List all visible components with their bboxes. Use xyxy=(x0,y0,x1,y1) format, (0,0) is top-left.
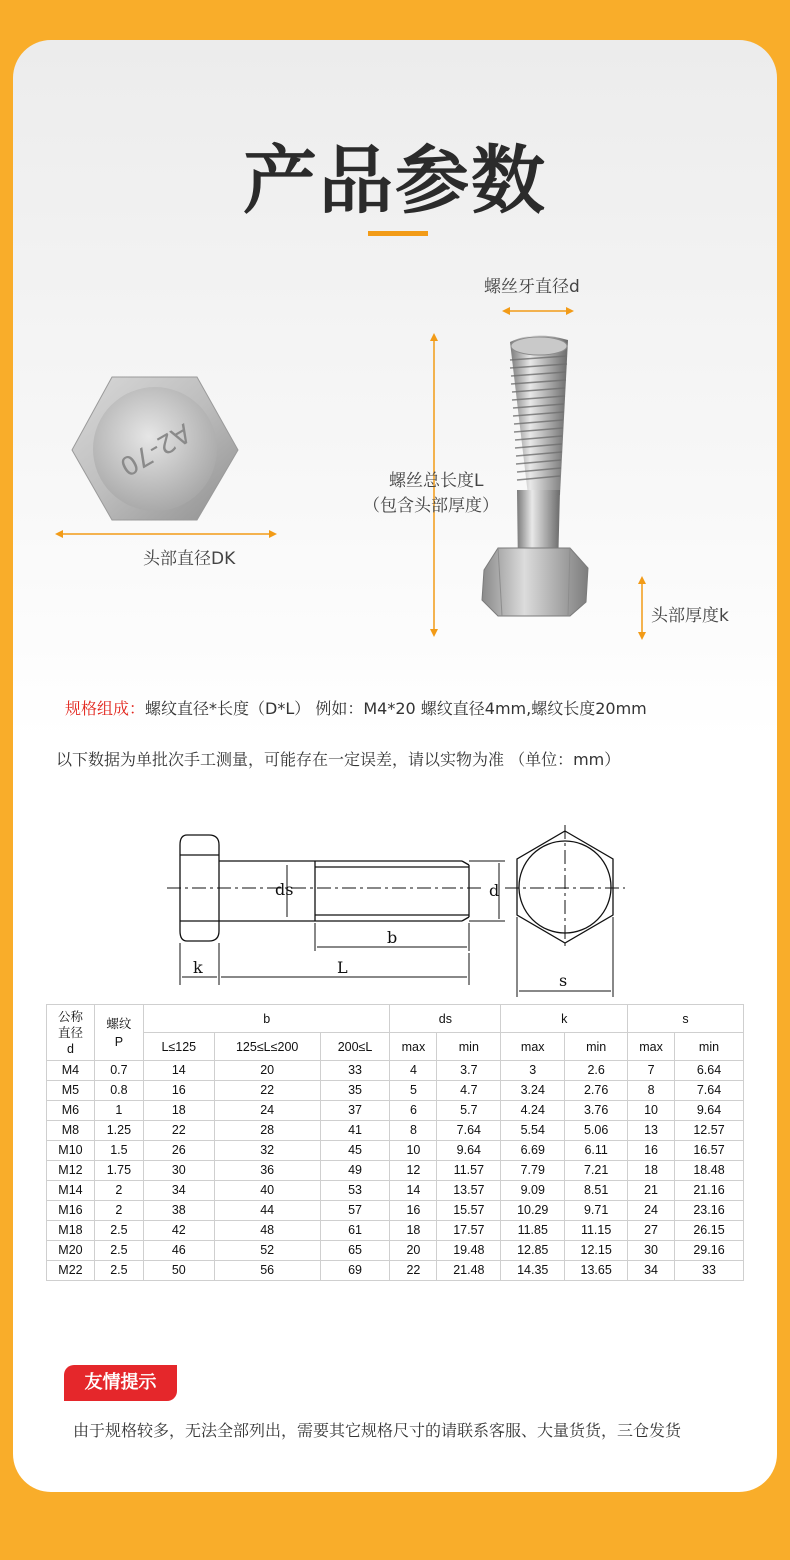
table-cell: 61 xyxy=(320,1221,390,1241)
head-diameter-label: 头部直径DK xyxy=(143,549,236,569)
subheader-cell: max xyxy=(501,1033,565,1061)
table-cell: 35 xyxy=(320,1081,390,1101)
technical-drawing xyxy=(37,815,762,1000)
table-cell: M14 xyxy=(47,1181,95,1201)
table-cell: 0.8 xyxy=(94,1081,143,1101)
table-cell: 12 xyxy=(390,1161,437,1181)
table-cell: 13.65 xyxy=(565,1261,628,1281)
head-thickness-label: 头部厚度k xyxy=(651,606,729,626)
table-cell: 0.7 xyxy=(94,1061,143,1081)
tip-text: 由于规格较多，无法全部列出，需要其它规格尺寸的请联系客服、大量货货，三仓发货 xyxy=(73,1421,682,1440)
table-cell: 2.5 xyxy=(94,1261,143,1281)
table-row xyxy=(47,1241,744,1261)
table-cell: 26 xyxy=(143,1141,214,1161)
table-cell: 18 xyxy=(143,1101,214,1121)
table-cell: 16.57 xyxy=(675,1141,744,1161)
table-cell: 56 xyxy=(214,1261,320,1281)
table-cell: M12 xyxy=(47,1161,95,1181)
table-cell: 44 xyxy=(214,1201,320,1221)
table-cell: 9.09 xyxy=(501,1181,565,1201)
table-cell: 15.57 xyxy=(437,1201,501,1221)
drawing-label-L: L xyxy=(337,958,348,977)
table-cell: 8.51 xyxy=(565,1181,628,1201)
bolt-head-illustration xyxy=(60,365,250,535)
table-cell: 21 xyxy=(628,1181,675,1201)
table-cell: 9.64 xyxy=(437,1141,501,1161)
table-cell: 8 xyxy=(390,1121,437,1141)
header-nominal: 公称 直径 d xyxy=(47,1005,95,1061)
table-cell: 33 xyxy=(320,1061,390,1081)
subheader-cell: max xyxy=(390,1033,437,1061)
table-cell: 18 xyxy=(628,1161,675,1181)
title-underline xyxy=(368,231,428,236)
head-marking: A2-70 xyxy=(114,416,196,482)
table-cell: M5 xyxy=(47,1081,95,1101)
table-cell: 2.6 xyxy=(565,1061,628,1081)
table-row xyxy=(47,1201,744,1221)
total-length-label: 螺丝总长度L xyxy=(389,471,484,491)
table-cell: 2.76 xyxy=(565,1081,628,1101)
table-cell: 10.29 xyxy=(501,1201,565,1221)
subheader-cell: min xyxy=(675,1033,744,1061)
table-cell: 16 xyxy=(390,1201,437,1221)
table-cell: 3.7 xyxy=(437,1061,501,1081)
tip-tag: 友情提示 xyxy=(64,1365,177,1401)
table-cell: 13.57 xyxy=(437,1181,501,1201)
table-row xyxy=(47,1181,744,1201)
table-cell: 32 xyxy=(214,1141,320,1161)
table-cell: 50 xyxy=(143,1261,214,1281)
drawing-label-s: s xyxy=(559,971,568,990)
table-cell: 22 xyxy=(214,1081,320,1101)
table-cell: 17.57 xyxy=(437,1221,501,1241)
table-row xyxy=(47,1141,744,1161)
table-cell: 19.48 xyxy=(437,1241,501,1261)
table-cell: M16 xyxy=(47,1201,95,1221)
table-cell: 24 xyxy=(214,1101,320,1121)
spec-text: 螺纹直径*长度（D*L） 例如：M4*20 螺纹直径4mm,螺纹长度20mm xyxy=(145,699,647,718)
table-cell: 6.11 xyxy=(565,1141,628,1161)
table-cell: M20 xyxy=(47,1241,95,1261)
drawing-label-b: b xyxy=(387,928,398,947)
table-cell: 22 xyxy=(390,1261,437,1281)
table-cell: 53 xyxy=(320,1181,390,1201)
table-cell: 6.69 xyxy=(501,1141,565,1161)
table-cell: 21.16 xyxy=(675,1181,744,1201)
table-cell: 11.57 xyxy=(437,1161,501,1181)
table-cell: 5 xyxy=(390,1081,437,1101)
bolt-side-illustration xyxy=(470,330,600,640)
table-cell: 12.85 xyxy=(501,1241,565,1261)
table-cell: 28 xyxy=(214,1121,320,1141)
subheader-cell: L≤125 xyxy=(143,1033,214,1061)
table-cell: 6 xyxy=(390,1101,437,1121)
thread-diameter-label: 螺丝牙直径d xyxy=(484,277,580,297)
table-cell: 10 xyxy=(390,1141,437,1161)
table-cell: 27 xyxy=(628,1221,675,1241)
table-cell: 48 xyxy=(214,1221,320,1241)
table-cell: 34 xyxy=(143,1181,214,1201)
table-cell: 12.57 xyxy=(675,1121,744,1141)
table-cell: 1 xyxy=(94,1101,143,1121)
table-cell: 42 xyxy=(143,1221,214,1241)
table-cell: 3.24 xyxy=(501,1081,565,1101)
table-cell: 14.35 xyxy=(501,1261,565,1281)
table-cell: 24 xyxy=(628,1201,675,1221)
table-cell: 10 xyxy=(628,1101,675,1121)
table-cell: 16 xyxy=(628,1141,675,1161)
drawing-label-d: d xyxy=(489,881,500,900)
table-cell: 9.64 xyxy=(675,1101,744,1121)
table-cell: 40 xyxy=(214,1181,320,1201)
table-cell: 30 xyxy=(143,1161,214,1181)
page-title: 产品参数 xyxy=(243,138,547,224)
table-cell: 30 xyxy=(628,1241,675,1261)
table-cell: 5.7 xyxy=(437,1101,501,1121)
head-diameter-arrow xyxy=(55,527,277,541)
table-cell: 7.21 xyxy=(565,1161,628,1181)
table-cell: 34 xyxy=(628,1261,675,1281)
header-pitch: 螺纹 P xyxy=(94,1005,143,1061)
table-cell: M22 xyxy=(47,1261,95,1281)
table-cell: 1.25 xyxy=(94,1121,143,1141)
table-cell: 6.64 xyxy=(675,1061,744,1081)
subheader-cell: min xyxy=(437,1033,501,1061)
table-cell: 5.54 xyxy=(501,1121,565,1141)
table-cell: 2 xyxy=(94,1181,143,1201)
table-cell: 7 xyxy=(628,1061,675,1081)
table-cell: 52 xyxy=(214,1241,320,1261)
table-cell: 41 xyxy=(320,1121,390,1141)
table-cell: 9.71 xyxy=(565,1201,628,1221)
table-cell: 1.75 xyxy=(94,1161,143,1181)
table-cell: 16 xyxy=(143,1081,214,1101)
table-cell: 1.5 xyxy=(94,1141,143,1161)
table-cell: 21.48 xyxy=(437,1261,501,1281)
table-cell: 45 xyxy=(320,1141,390,1161)
spec-label: 规格组成： xyxy=(65,699,146,718)
table-cell: 3.76 xyxy=(565,1101,628,1121)
table-cell: 12.15 xyxy=(565,1241,628,1261)
head-thickness-arrow xyxy=(635,576,649,640)
table-cell: 4.7 xyxy=(437,1081,501,1101)
table-cell: M10 xyxy=(47,1141,95,1161)
table-cell: 7.64 xyxy=(437,1121,501,1141)
measurement-note: 以下数据为单批次手工测量，可能存在一定误差，请以实物为准 （单位：mm） xyxy=(56,750,621,769)
table-cell: 22 xyxy=(143,1121,214,1141)
table-cell: 36 xyxy=(214,1161,320,1181)
spec-description xyxy=(65,696,647,719)
table-row xyxy=(47,1261,744,1281)
subheader-cell: max xyxy=(628,1033,675,1061)
table-cell: 26.15 xyxy=(675,1221,744,1241)
table-row xyxy=(47,1081,744,1101)
table-cell: 49 xyxy=(320,1161,390,1181)
table-row xyxy=(47,1061,744,1081)
table-cell: 69 xyxy=(320,1261,390,1281)
table-cell: 57 xyxy=(320,1201,390,1221)
table-cell: 2.5 xyxy=(94,1221,143,1241)
table-cell: 13 xyxy=(628,1121,675,1141)
table-row xyxy=(47,1161,744,1181)
table-cell: 46 xyxy=(143,1241,214,1261)
thread-diameter-arrow xyxy=(502,304,574,318)
table-cell: 23.16 xyxy=(675,1201,744,1221)
table-cell: 20 xyxy=(390,1241,437,1261)
total-length-sublabel: （包含头部厚度） xyxy=(363,496,499,516)
table-cell: 14 xyxy=(390,1181,437,1201)
table-cell: 7.79 xyxy=(501,1161,565,1181)
table-cell: M18 xyxy=(47,1221,95,1241)
table-cell: 4 xyxy=(390,1061,437,1081)
header-k: k xyxy=(501,1005,628,1033)
table-cell: 29.16 xyxy=(675,1241,744,1261)
table-row xyxy=(47,1221,744,1241)
table-cell: 33 xyxy=(675,1261,744,1281)
table-row xyxy=(47,1121,744,1141)
table-cell: 2 xyxy=(94,1201,143,1221)
table-cell: 5.06 xyxy=(565,1121,628,1141)
table-cell: 4.24 xyxy=(501,1101,565,1121)
table-cell: 65 xyxy=(320,1241,390,1261)
table-cell: 18 xyxy=(390,1221,437,1241)
table-cell: 14 xyxy=(143,1061,214,1081)
table-cell: M8 xyxy=(47,1121,95,1141)
table-cell: 3 xyxy=(501,1061,565,1081)
table-cell: M6 xyxy=(47,1101,95,1121)
header-b: b xyxy=(143,1005,390,1033)
subheader-cell: 200≤L xyxy=(320,1033,390,1061)
header-ds: ds xyxy=(390,1005,501,1033)
table-cell: 11.15 xyxy=(565,1221,628,1241)
table-cell: 37 xyxy=(320,1101,390,1121)
subheader-cell: min xyxy=(565,1033,628,1061)
table-cell: 18.48 xyxy=(675,1161,744,1181)
table-cell: 8 xyxy=(628,1081,675,1101)
table-cell: M4 xyxy=(47,1061,95,1081)
spec-table xyxy=(46,1004,744,1281)
subheader-cell: 125≤L≤200 xyxy=(214,1033,320,1061)
drawing-label-ds: ds xyxy=(275,880,294,899)
table-row xyxy=(47,1101,744,1121)
table-cell: 11.85 xyxy=(501,1221,565,1241)
table-cell: 7.64 xyxy=(675,1081,744,1101)
header-s: s xyxy=(628,1005,744,1033)
table-cell: 2.5 xyxy=(94,1241,143,1261)
table-cell: 38 xyxy=(143,1201,214,1221)
drawing-label-k: k xyxy=(193,958,203,977)
table-cell: 20 xyxy=(214,1061,320,1081)
